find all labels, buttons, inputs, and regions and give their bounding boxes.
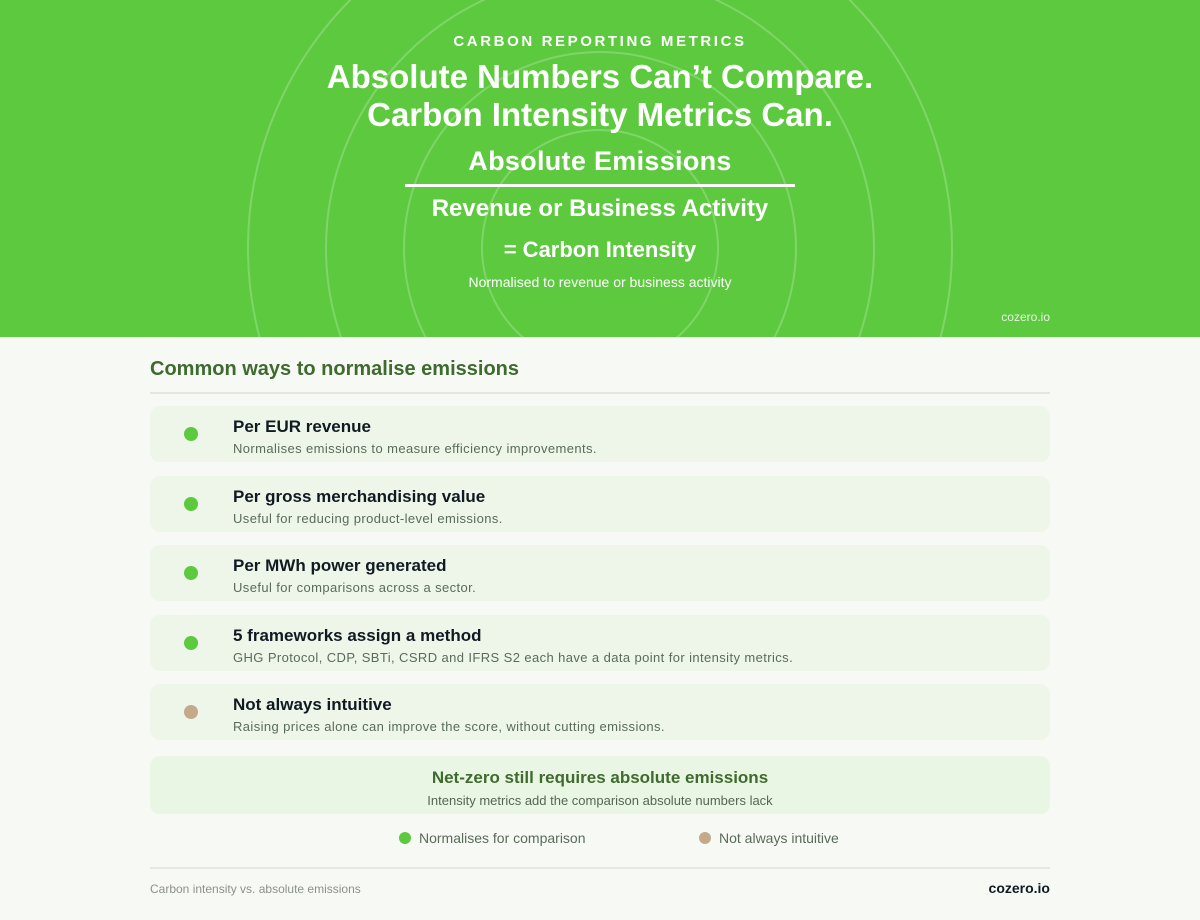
legend-label: Normalises for comparison bbox=[419, 830, 586, 846]
hero-caption: Normalised to revenue or business activity bbox=[468, 274, 732, 290]
hero-headline bbox=[0, 58, 1200, 134]
green-dot-icon bbox=[184, 636, 198, 650]
callout-title: Net-zero still requires absolute emissions bbox=[431, 768, 769, 787]
formula-fraction-bar bbox=[405, 184, 795, 187]
item-title: 5 frameworks assign a method bbox=[233, 626, 482, 645]
item-description: Useful for reducing product-level emissions. bbox=[233, 511, 503, 526]
callout-description: Intensity metrics add the comparison absolute numbers lack bbox=[427, 793, 773, 808]
list-item bbox=[150, 615, 1050, 671]
callout-box bbox=[150, 756, 1050, 814]
footer-brand: cozero.io bbox=[988, 880, 1050, 896]
tan-dot-icon bbox=[184, 705, 198, 719]
green-dot-icon bbox=[184, 566, 198, 580]
item-description: Normalises emissions to measure efficiency improvements. bbox=[233, 441, 597, 456]
section-title: Common ways to normalise emissions bbox=[150, 358, 519, 380]
list-item bbox=[150, 545, 1050, 601]
item-description: Raising prices alone can improve the score, without cutting emissions. bbox=[233, 719, 665, 734]
green-dot-icon bbox=[184, 497, 198, 511]
hero-banner bbox=[0, 0, 1200, 337]
item-title: Per gross merchandising value bbox=[233, 487, 486, 506]
formula-result: = Carbon Intensity bbox=[503, 237, 697, 262]
legend-label: Not always intuitive bbox=[719, 830, 839, 846]
hero-brand: cozero.io bbox=[1001, 310, 1050, 324]
green-dot-icon bbox=[184, 427, 198, 441]
item-title: Per EUR revenue bbox=[233, 417, 371, 436]
item-description: Useful for comparisons across a sector. bbox=[233, 580, 477, 595]
section-divider bbox=[150, 392, 1050, 394]
footer-divider bbox=[150, 867, 1050, 869]
item-title: Per MWh power generated bbox=[233, 556, 447, 575]
tan-dot-icon bbox=[699, 832, 711, 844]
item-title: Not always intuitive bbox=[233, 695, 392, 714]
list-item bbox=[150, 476, 1050, 532]
list-item bbox=[150, 684, 1050, 740]
legend-item-not-intuitive bbox=[699, 830, 839, 846]
footer-caption: Carbon intensity vs. absolute emissions bbox=[150, 882, 361, 896]
headline-line-1: Absolute Numbers Can’t Compare. bbox=[326, 58, 874, 95]
formula-denominator: Revenue or Business Activity bbox=[431, 195, 769, 222]
headline-line-2: Carbon Intensity Metrics Can. bbox=[367, 96, 833, 133]
formula-numerator: Absolute Emissions bbox=[468, 146, 732, 176]
hero-eyebrow: CARBON REPORTING METRICS bbox=[453, 33, 747, 50]
item-description: GHG Protocol, CDP, SBTi, CSRD and IFRS S2 each have a data point for intensity metrics. bbox=[233, 650, 794, 665]
list-item bbox=[150, 406, 1050, 462]
green-dot-icon bbox=[399, 832, 411, 844]
legend-item-comparison bbox=[399, 830, 586, 846]
